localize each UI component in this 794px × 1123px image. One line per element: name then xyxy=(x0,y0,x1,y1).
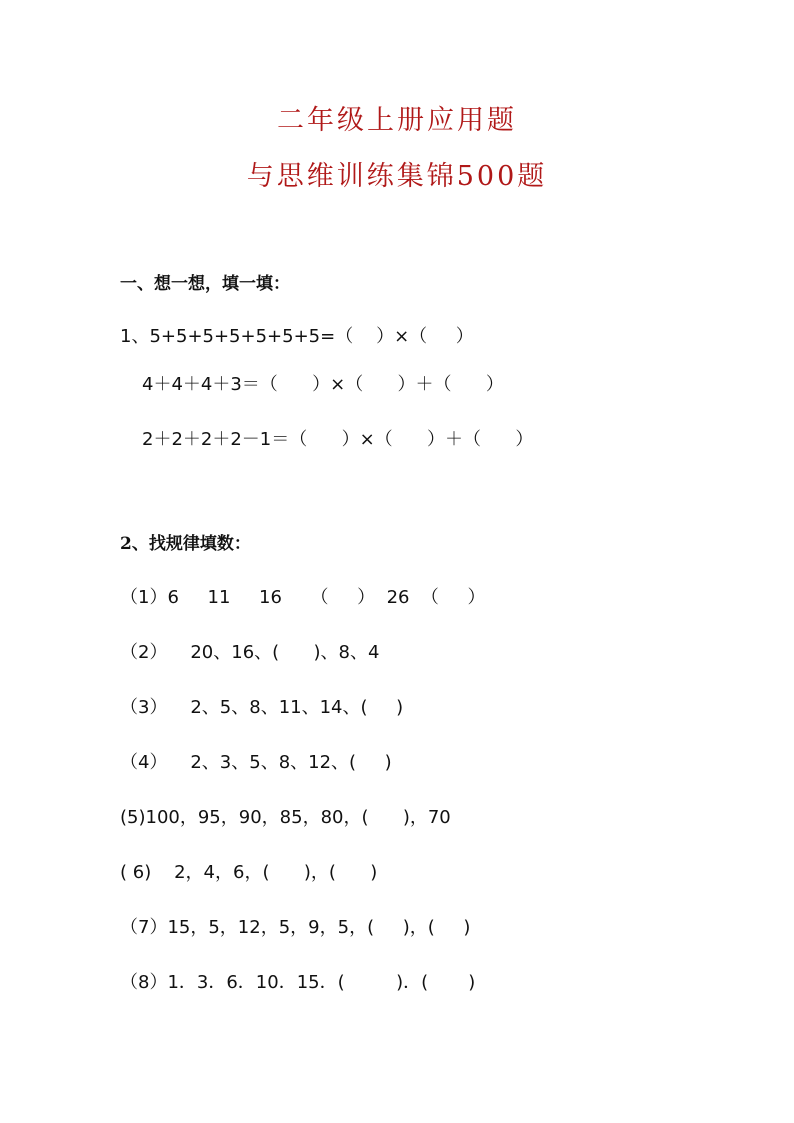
pattern-item-1: （1）6 11 16 （ ） 26 （ ） xyxy=(120,587,486,608)
pattern-item-8: （8）1．3．6．10．15．( )．( ) xyxy=(120,972,476,993)
section-1-heading: 一、想一想，填一填： xyxy=(120,274,290,294)
pattern-item-5: (5)100，95，90，85，80，( )，70 xyxy=(120,807,451,828)
question-1-line-3: 2＋2＋2＋2－1＝（ ）×（ ）＋（ ） xyxy=(142,429,534,450)
document-title-line-1: 二年级上册应用题 xyxy=(277,105,517,136)
question-1-line-1: 1、5+5+5+5+5+5+5=（ ）×（ ） xyxy=(120,326,474,347)
pattern-item-2: （2） 20、16、( )、8、4 xyxy=(120,642,380,663)
document-title-line-2: 与思维训练集锦500题 xyxy=(246,161,548,192)
pattern-item-7: （7）15，5，12，5，9，5，( )，( ) xyxy=(120,917,471,938)
pattern-item-4: （4） 2、3、5、8、12、( ) xyxy=(120,752,392,773)
section-2-heading: 2、找规律填数： xyxy=(120,534,251,554)
question-1-line-2: 4＋4＋4＋3＝（ ）×（ ）＋（ ） xyxy=(142,374,504,395)
pattern-item-6: ( 6) 2，4，6，( )，( ) xyxy=(120,862,378,883)
pattern-item-3: （3） 2、5、8、11、14、( ) xyxy=(120,697,404,718)
